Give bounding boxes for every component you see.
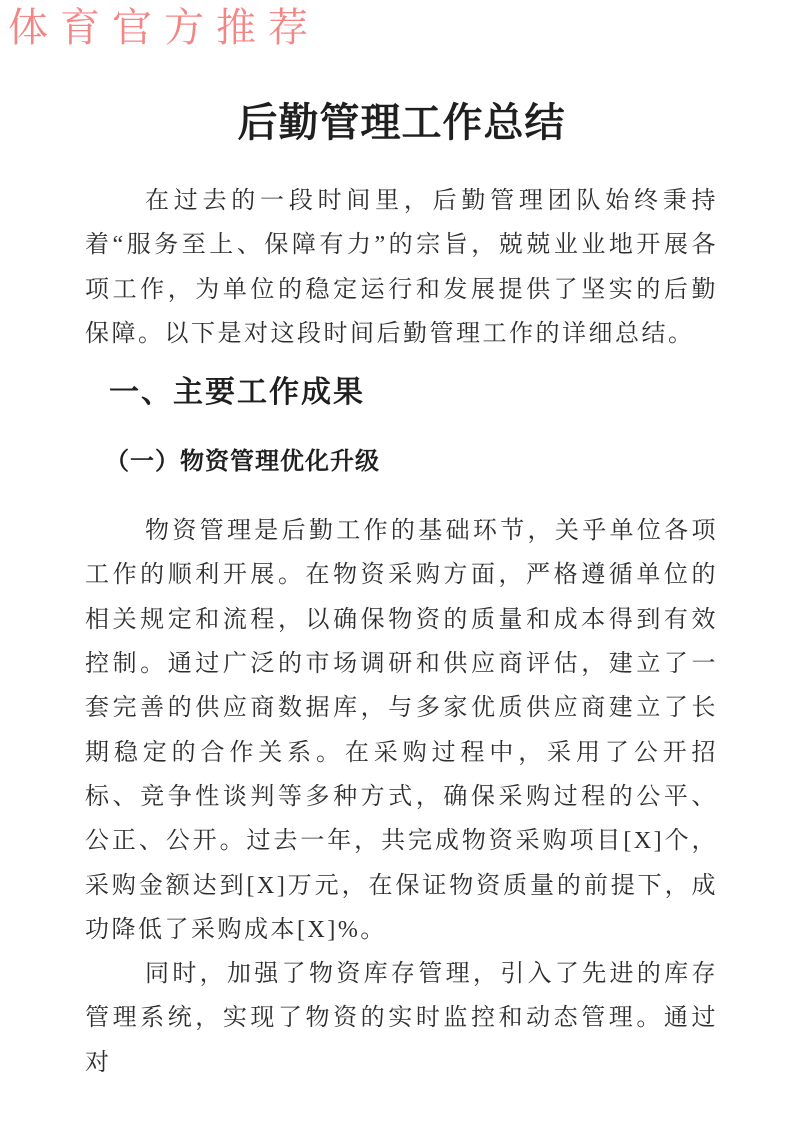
section-heading: 一、主要工作成果 xyxy=(109,376,365,410)
intro-paragraph: 在过去的一段时间里，后勤管理团队始终秉持着“服务至上、保障有力”的宗旨，兢兢业业地开展各项工作，为单位的稳定运行和发展提供了坚实的后勤保障。以下是对这段时间后勤管理工作的详细总结。 xyxy=(85,188,718,347)
watermark-text: 体育官方推荐 xyxy=(8,5,320,50)
document-title: 后勤管理工作总结 xyxy=(237,100,566,145)
body-paragraph: 同时，加强了物资库存管理，引入了先进的库存管理系统，实现了物资的实时监控和动态管理。通过对 xyxy=(85,961,718,1076)
subsection-heading: （一）物资管理优化升级 xyxy=(105,449,380,476)
body-paragraph: 物资管理是后勤工作的基础环节，关乎单位各项工作的顺利开展。在物资采购方面，严格遵循单位的相关规定和流程，以确保物资的质量和成本得到有效控制。通过广泛的市场调研和供应商评估，建立了一套完善的供应商数据库，与多家优质供应商建立了长期稳定的合作关系。在采购过程中，采用了公开招标、竞争性谈判等多种方式，确保采购过程的公平、公正、公开。过去一年，共完成物资采购项目[X]个，采购金额达到[X]万元，在保证物资质量的前提下，成功降低了采购成本[X]%。 xyxy=(85,518,718,943)
